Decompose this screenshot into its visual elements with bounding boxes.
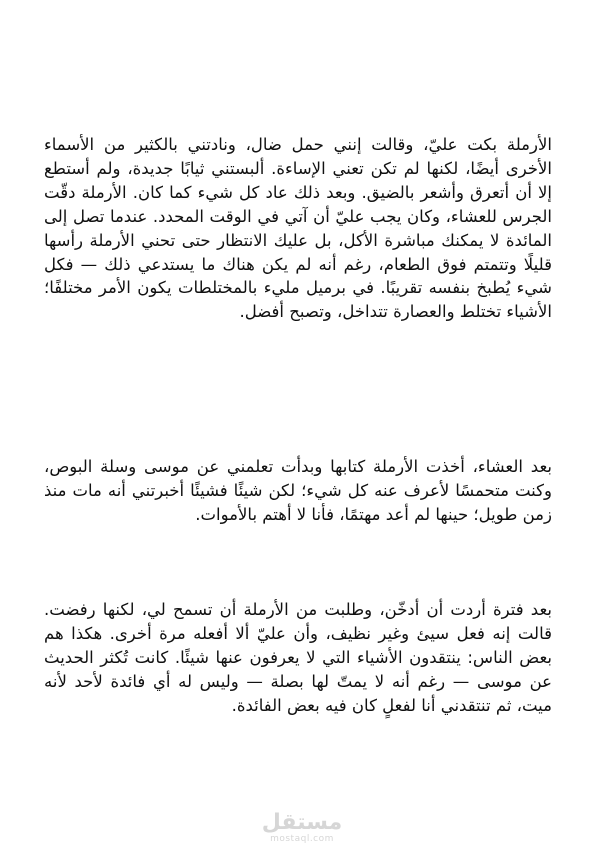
watermark-main-text: مستقل	[261, 810, 343, 835]
paragraph-1: الأرملة بكت عليّ، وقالت إنني حمل ضال، ونادتني بالكثير من الأسماء الأخرى أيضًا، لكنها لم تكن تعني الإساءة. ألبستني ثيابًا جديدة، ولم أستطع إلا أن أتعرق وأشعر بالضيق. وبعد ذلك عاد كل شيء كما كان. الأرملة دقّت الجرس للعشاء، وكان يجب عليّ أن آتي في الوقت المحدد. عندما تصل إلى المائدة لا يمكنك مباشرة الأكل، بل عليك الانتظار حتى تحني الأرملة رأسها قليلًا وتتمتم فوق الطعام، رغم أنه لم يكن هناك ما يستدعي ذلك — فكل شيء يُطبخ بنفسه تقريبًا. في برميل مليء بالمختلطات يكون الأمر مختلفًا؛ الأشياء تختلط والعصارة تتداخل، وتصبح أفضل.	[44, 135, 552, 322]
paragraph-2: بعد العشاء، أخذت الأرملة كتابها وبدأت تعلمني عن موسى وسلة البوص، وكنت متحمسًا لأعرف عنه كل شيء؛ لكن شيئًا فشيئًا أخبرتني أنه مات منذ زمن طويل؛ حينها لم أعد مهتمًا، فأنا لا أهتم بالأموات.	[44, 457, 552, 524]
watermark-logo	[232, 812, 372, 844]
watermark-sub-text: mostaql.com	[270, 834, 334, 844]
paragraph-3: بعد فترة أردت أن أدخّن، وطلبت من الأرملة أن تسمح لي، لكنها رفضت. قالت إنه فعل سيئ وغير نظيف، وأن عليّ ألا أفعله مرة أخرى. هكذا هم بعض الناس: ينتقدون الأشياء التي لا يعرفون عنها شيئًا. كانت تُكثر الحديث عن موسى — رغم أنه لا يمتّ لها بصلة — وليس له أي فائدة لأحد لأنه ميت، ثم تنتقدني أنا لفعلٍ كان فيه بعض الفائدة.	[44, 600, 552, 715]
